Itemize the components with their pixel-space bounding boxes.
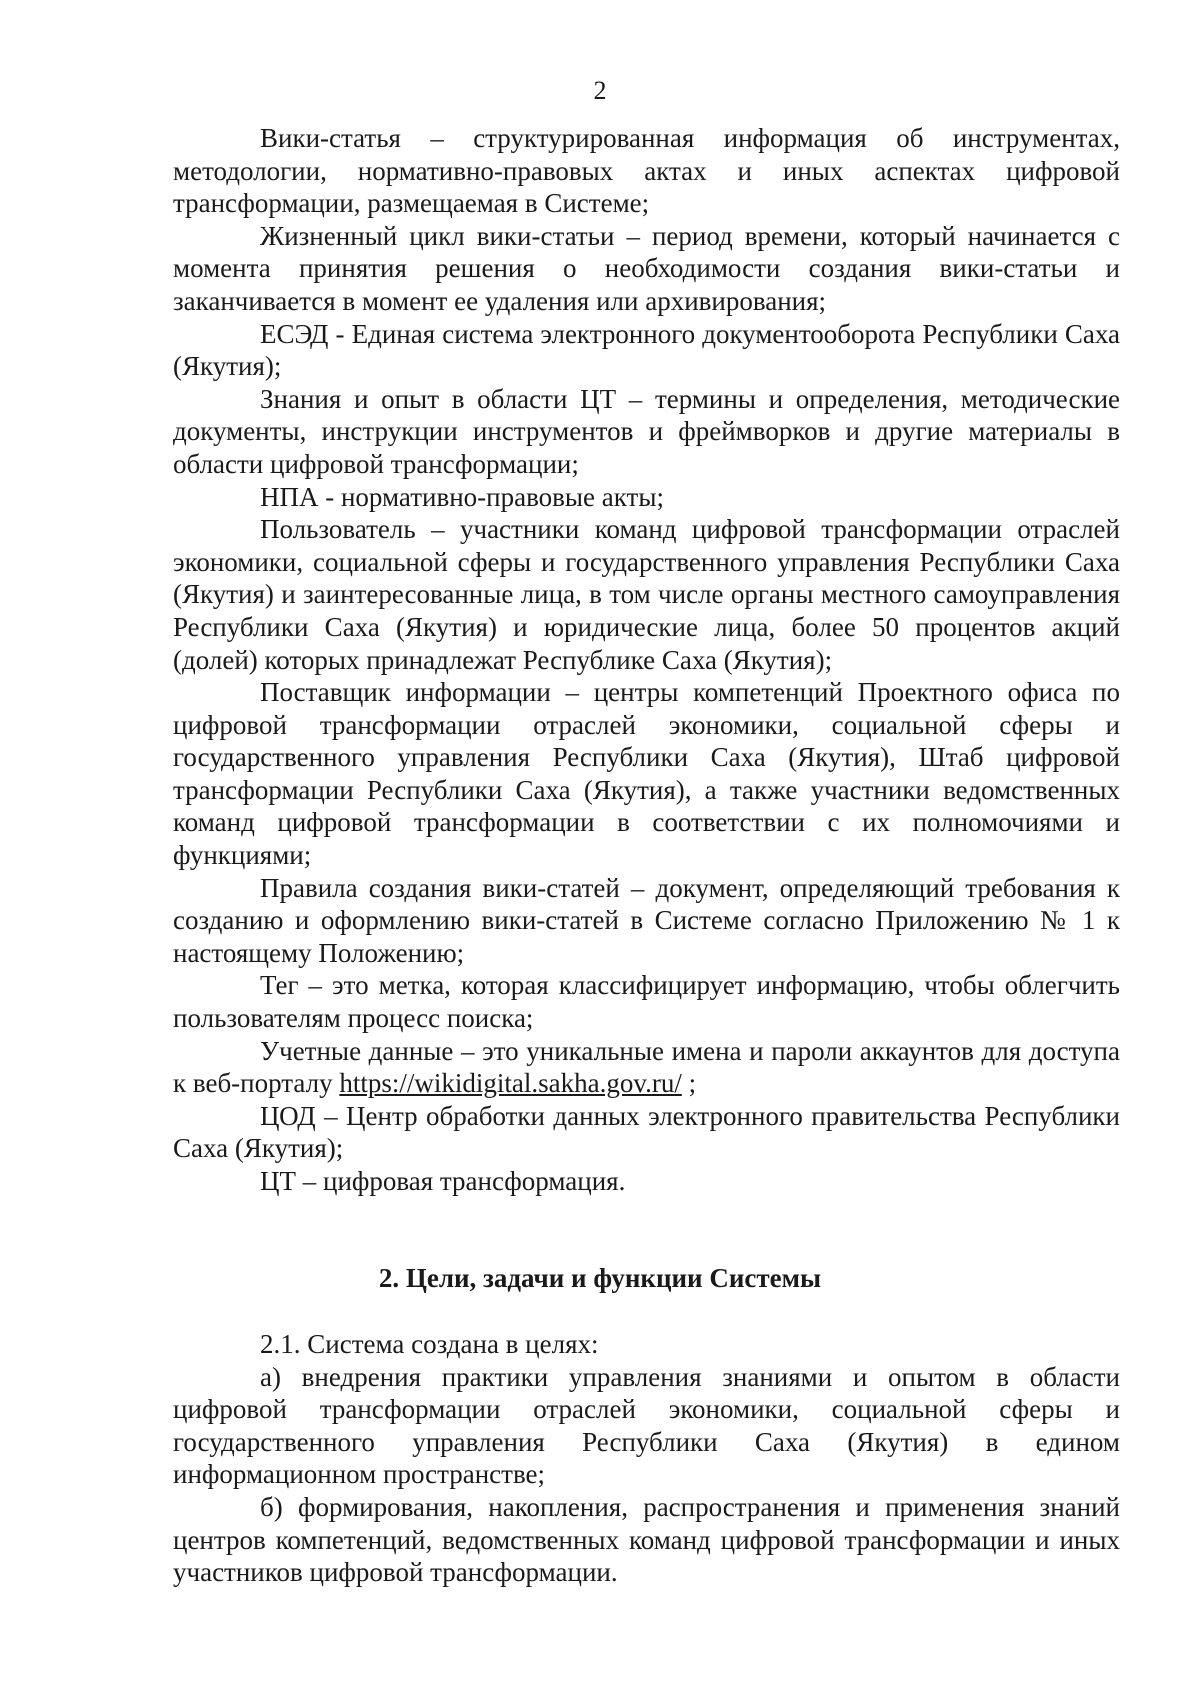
definition-paragraph: Правила создания вики-статей – документ, определяющий требования к созданию и оформлению вики-статей в Системе согласно Приложению № 1 к настоящему Положению; — [173, 872, 1120, 968]
definition-paragraph: НПА - нормативно-правовые акты; — [260, 481, 664, 512]
section-body — [173, 1328, 1120, 1589]
definition-paragraph: Пользователь – участники команд цифровой трансформации отраслей экономики, социальной сферы и государственного управления Республики Саха (Якутия) и заинтересованные лица, в том числе органы местного самоуправления Республики Саха (Якутия) и юридические лица, более 50 процентов акций (долей) которых принадлежат Республике Саха (Якутия); — [173, 514, 1120, 675]
definitions-block — [173, 122, 1120, 1198]
section-paragraph: а) внедрения практики управления знаниями и опытом в области цифровой трансформации отраслей экономики, социальной сферы и государственного управления Республики Саха (Якутия) в едином информационном пространстве; — [173, 1361, 1120, 1490]
definition-paragraph: Знания и опыт в области ЦТ – термины и определения, методические документы, инструкции инструментов и фреймворков и другие материалы в области цифровой трансформации; — [173, 383, 1120, 479]
definition-paragraph: ЕСЭД - Единая система электронного документооборота Республики Саха (Якутия); — [173, 318, 1120, 382]
definition-paragraph: ЦОД – Центр обработки данных электронного правительства Республики Саха (Якутия); — [173, 1100, 1120, 1164]
definition-paragraph: Вики-статья – структурированная информация об инструментах, методологии, нормативно-правовых актах и иных аспектах цифровой трансформации, размещаемая в Системе; — [173, 123, 1120, 219]
section-paragraph: б) формирования, накопления, распространения и применения знаний центров компетенций, ведомственных команд цифровой трансформации и иных участников цифровой трансформации. — [173, 1491, 1120, 1588]
definition-paragraph: ЦТ – цифровая трансформация. — [260, 1166, 626, 1196]
definition-paragraph: Жизненный цикл вики-статьи – период времени, который начинается с момента принятия решения о необходимости создания вики-статьи и заканчивается в момент ее удаления или архивирования; — [173, 220, 1120, 316]
definition-paragraph: Поставщик информации – центры компетенций Проектного офиса по цифровой трансформации отраслей экономики, социальной сферы и государственного управления Республики Саха (Якутия), Штаб цифровой трансформации Республики Саха (Якутия), а также участники ведомственных команд цифровой трансформации в соответствии с их полномочиями и функциями; — [173, 677, 1120, 871]
page-number: 2 — [593, 76, 607, 105]
section-paragraph: 2.1. Система создана в целях: — [260, 1329, 599, 1359]
credentials-suffix: ; — [681, 1068, 697, 1099]
definition-paragraph-credentials — [173, 1035, 1120, 1100]
credentials-text: Учетные данные – это уникальные имена и пароли аккаунтов для доступа к веб-порталу — [173, 1035, 1120, 1099]
section-title: 2. Цели, задачи и функции Системы — [378, 1263, 822, 1293]
definition-paragraph: Тег – это метка, которая классифицирует информацию, чтобы облегчить пользователям процесс поиска; — [173, 970, 1120, 1034]
wiki-portal-link[interactable]: https://wikidigital.sakha.gov.ru/ — [339, 1068, 682, 1099]
